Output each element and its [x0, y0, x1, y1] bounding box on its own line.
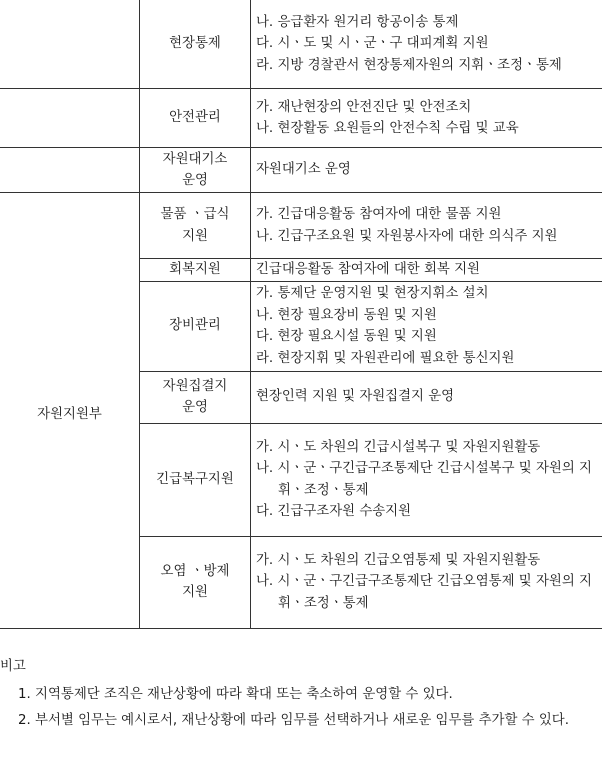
- table-row: [0, 0, 602, 89]
- duty-item: 가. 시ㆍ도 차원의 긴급오염통제 및 자원지원활동: [256, 552, 541, 568]
- duty-item: 나. 현장활동 요원들의 안전수칙 수립 및 교육: [256, 121, 519, 136]
- function-cell: 회복지원: [140, 259, 251, 282]
- department-name: 자원지원부: [37, 406, 102, 422]
- duty-item: 다. 시ㆍ도 및 시ㆍ군ㆍ구 대피계획 지원: [256, 36, 489, 52]
- duty-item: 가. 통제단 운영지원 및 현장지휘소 설치: [256, 286, 489, 301]
- duty-item: 다. 긴급구조자원 수송지원: [256, 504, 412, 519]
- function-cell: [140, 148, 251, 193]
- function-cell: [140, 371, 251, 423]
- duty-item: 나. 긴급구조요원 및 자원봉사자에 대한 의식주 지원: [256, 228, 558, 244]
- duties-cell: [251, 193, 602, 259]
- function-label: 물품 ㆍ급식지원: [160, 207, 230, 244]
- department-cell-empty: [0, 0, 140, 89]
- duty-item: 다. 현장 필요시설 동원 및 지원: [256, 329, 437, 344]
- duty-item: 긴급대응활동 참여자에 대한 회복 지원: [256, 262, 480, 277]
- duties-cell: [251, 0, 602, 89]
- function-label: 자원집결지 운영: [162, 378, 228, 415]
- remarks-title: 비고: [0, 659, 26, 674]
- duty-item: 가. 시ㆍ도 차원의 긴급시설복구 및 자원지원활동: [256, 439, 541, 455]
- department-cell: [0, 193, 140, 629]
- function-cell: [140, 536, 251, 628]
- duty-item: 자원대기소 운영: [256, 162, 351, 178]
- duties-cell: [251, 148, 602, 193]
- duty-item: 나. 시ㆍ군ㆍ구긴급구조통제단 긴급오염통제 및 자원의 지휘ㆍ조정ㆍ통제: [256, 574, 592, 611]
- table-row: [0, 148, 602, 193]
- duties-cell: [251, 89, 602, 148]
- function-cell: [140, 193, 251, 259]
- function-label: 자원대기소 운영: [162, 151, 228, 188]
- duty-item: 라. 지방 경찰관서 현장통제자원의 지휘ㆍ조정ㆍ통제: [256, 57, 562, 73]
- function-cell: 장비관리: [140, 281, 251, 371]
- duty-item: 나. 현장 필요장비 동원 및 지원: [256, 307, 437, 323]
- function-cell: 안전관리: [140, 89, 251, 148]
- duties-cell: [251, 259, 602, 282]
- function-cell: 긴급복구지원: [140, 423, 251, 536]
- duty-item: 현장인력 지원 및 자원집결지 운영: [256, 389, 455, 405]
- duty-item: 가. 재난현장의 안전진단 및 안전조치: [256, 99, 472, 115]
- table-row: [0, 193, 602, 259]
- duty-item: 나. 응급환자 원거리 항공이송 통제: [256, 14, 459, 30]
- table-row: [0, 89, 602, 148]
- remark-item: 2. 부서별 임무는 예시로서, 재난상황에 따라 임무를 선택하거나 새로운 임무를 추가할 수 있다.: [18, 713, 569, 728]
- duties-cell: [251, 423, 602, 536]
- duty-item: 나. 시ㆍ군ㆍ구긴급구조통제단 긴급시설복구 및 자원의 지휘ㆍ조정ㆍ통제: [256, 461, 592, 498]
- duties-cell: [251, 281, 602, 371]
- duty-item: 라. 현장지휘 및 자원관리에 필요한 통신지원: [256, 350, 515, 366]
- function-label: 오염 ㆍ방제지원: [160, 563, 230, 600]
- department-cell-empty: [0, 89, 140, 148]
- duty-item: 가. 긴급대응활동 참여자에 대한 물품 지원: [256, 207, 502, 222]
- department-cell-empty: [0, 148, 140, 193]
- duties-cell: [251, 536, 602, 628]
- remark-item: 1. 지역통제단 조직은 재난상황에 따라 확대 또는 축소하여 운영할 수 있다.: [18, 687, 453, 702]
- function-cell: 현장통제: [140, 0, 251, 89]
- duties-cell: [251, 371, 602, 423]
